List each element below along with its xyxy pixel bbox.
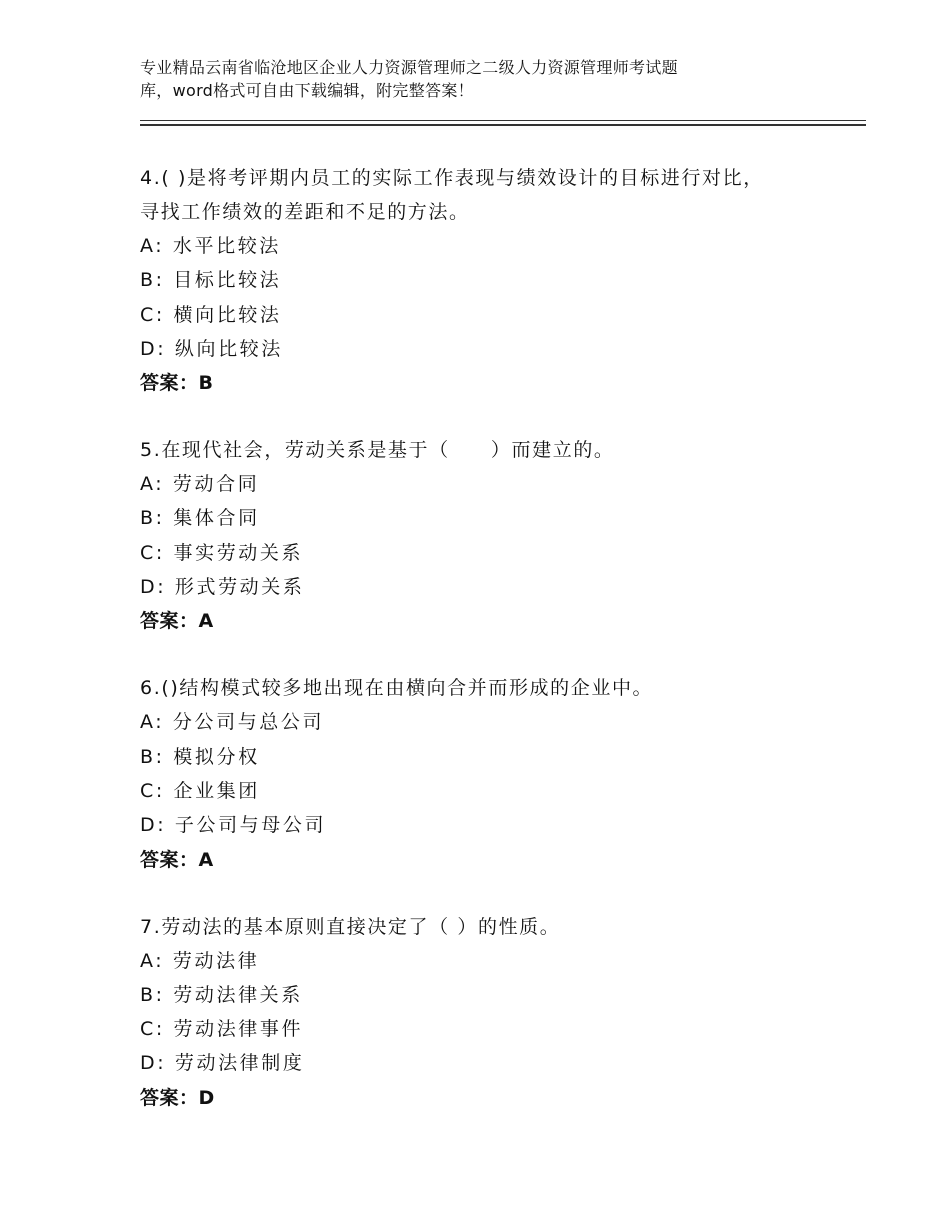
- option-b: B: 模拟分权: [140, 745, 260, 768]
- option-b: B: 集体合同: [140, 507, 260, 530]
- option-c: C: 劳动法律事件: [140, 1018, 304, 1041]
- option-d: D: 形式劳动关系: [140, 576, 305, 599]
- option-b: B: 目标比较法: [140, 269, 282, 292]
- option-d: D: 子公司与母公司: [140, 814, 327, 837]
- header-divider-bottom: [140, 124, 866, 126]
- option-d: D: 纵向比较法: [140, 337, 283, 360]
- option-a: A: 劳动法律: [140, 949, 260, 972]
- header-line-2: 库，word格式可自由下载编辑，附完整答案！: [140, 81, 474, 100]
- question-title-continued: 寻找工作绩效的差距和不足的方法。: [140, 201, 470, 223]
- answer: 答案：B: [140, 372, 214, 395]
- answer: 答案：A: [140, 848, 214, 871]
- option-b: B: 劳动法律关系: [140, 983, 303, 1006]
- question-title: 7.劳动法的基本原则直接决定了（ ）的性质。: [140, 915, 561, 938]
- answer: 答案：D: [140, 1086, 215, 1109]
- question-7: [140, 910, 860, 1115]
- option-a: A: 分公司与总公司: [140, 711, 325, 734]
- option-c: C: 企业集团: [140, 779, 260, 802]
- question-title: 5.在现代社会，劳动关系是基于（ ）而建立的。: [140, 439, 615, 462]
- document-header: [140, 56, 840, 102]
- question-4: [140, 161, 860, 400]
- question-5: [140, 433, 860, 638]
- header-divider-top: [140, 120, 866, 121]
- question-list: [140, 161, 860, 1148]
- header-line-1: 专业精品云南省临沧地区企业人力资源管理师之二级人力资源管理师考试题: [140, 58, 678, 77]
- question-6: [140, 671, 860, 876]
- option-a: A: 劳动合同: [140, 473, 260, 496]
- option-c: C: 横向比较法: [140, 303, 282, 326]
- option-d: D: 劳动法律制度: [140, 1052, 305, 1075]
- question-title: 6.()结构模式较多地出现在由横向合并而形成的企业中。: [140, 677, 654, 700]
- answer: 答案：A: [140, 610, 214, 633]
- option-a: A: 水平比较法: [140, 235, 281, 257]
- question-title: 4.( )是将考评期内员工的实际工作表现与绩效设计的目标进行对比，: [140, 167, 764, 189]
- option-c: C: 事实劳动关系: [140, 541, 304, 564]
